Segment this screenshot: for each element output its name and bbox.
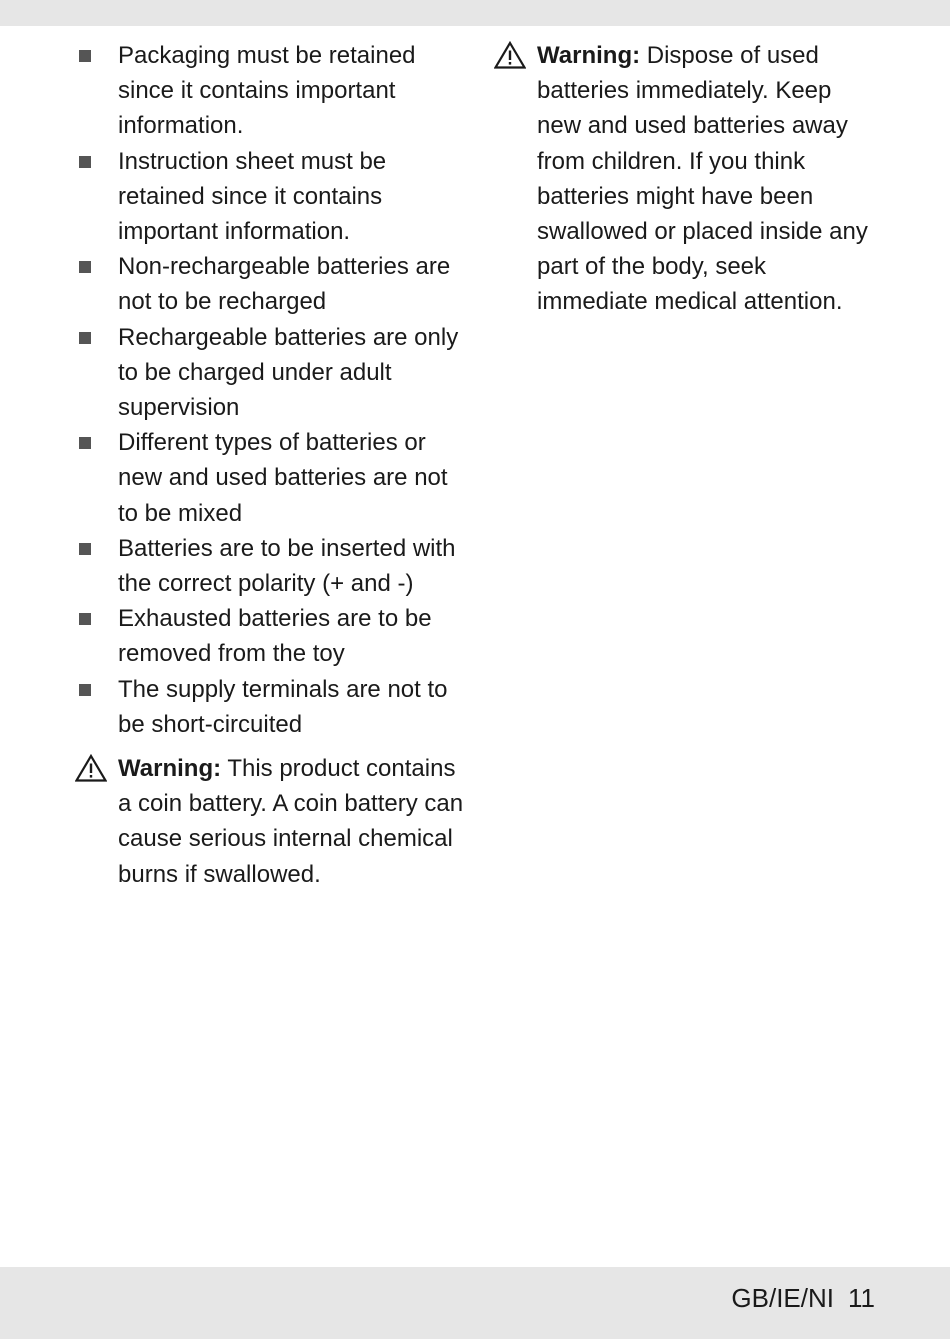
square-bullet-icon — [79, 261, 91, 273]
square-bullet-icon — [79, 437, 91, 449]
right-column — [494, 38, 874, 320]
list-item — [75, 531, 470, 601]
list-item — [75, 425, 470, 531]
list-item-text: Packaging must be retained since it contains important information. — [118, 42, 416, 140]
warning-label: Warning: — [537, 42, 641, 69]
square-bullet-icon — [79, 332, 91, 344]
list-item-text: The supply terminals are not to be short-circuited — [118, 675, 448, 738]
coin-battery-warning — [75, 751, 470, 892]
warning-triangle-icon — [75, 754, 107, 782]
list-item — [75, 38, 470, 144]
list-item-text: Different types of batteries or new and used batteries are not to be mixed — [118, 429, 448, 527]
safety-bullet-list — [75, 38, 470, 742]
list-item — [75, 672, 470, 742]
warning-label: Warning: — [118, 755, 222, 783]
list-item-text: Instruction sheet must be retained since it contains important information. — [118, 147, 387, 246]
warning-triangle-icon — [494, 41, 526, 69]
page-number: 11 — [848, 1283, 875, 1313]
list-item — [75, 249, 470, 319]
square-bullet-icon — [79, 156, 91, 168]
left-column — [75, 38, 470, 892]
square-bullet-icon — [79, 684, 91, 696]
square-bullet-icon — [79, 543, 91, 555]
warning-text: Dispose of used batteries immediately. Keep new and used batteries away from children. If you think batteries might have been swallowed or placed inside any part of the body, seek immediate medical attention. — [537, 42, 868, 316]
list-item — [75, 320, 470, 426]
footer-region: GB/IE/NI — [731, 1283, 834, 1313]
warning-text: This product contains a coin battery. A coin battery can cause serious internal chemical burns if swallowed. — [118, 755, 464, 888]
list-item-text: Rechargeable batteries are only to be charged under adult supervision — [118, 323, 459, 422]
square-bullet-icon — [79, 613, 91, 625]
list-item-text: Exhausted batteries are to be removed from the toy — [118, 605, 432, 668]
list-item — [75, 144, 470, 250]
page-footer — [731, 1281, 875, 1315]
dispose-batteries-warning — [494, 38, 874, 320]
top-band — [0, 0, 950, 26]
list-item-text: Batteries are to be inserted with the correct polarity (+ and -) — [118, 534, 456, 598]
list-item-text: Non-rechargeable batteries are not to be recharged — [118, 253, 451, 316]
list-item — [75, 601, 470, 671]
square-bullet-icon — [79, 50, 91, 62]
